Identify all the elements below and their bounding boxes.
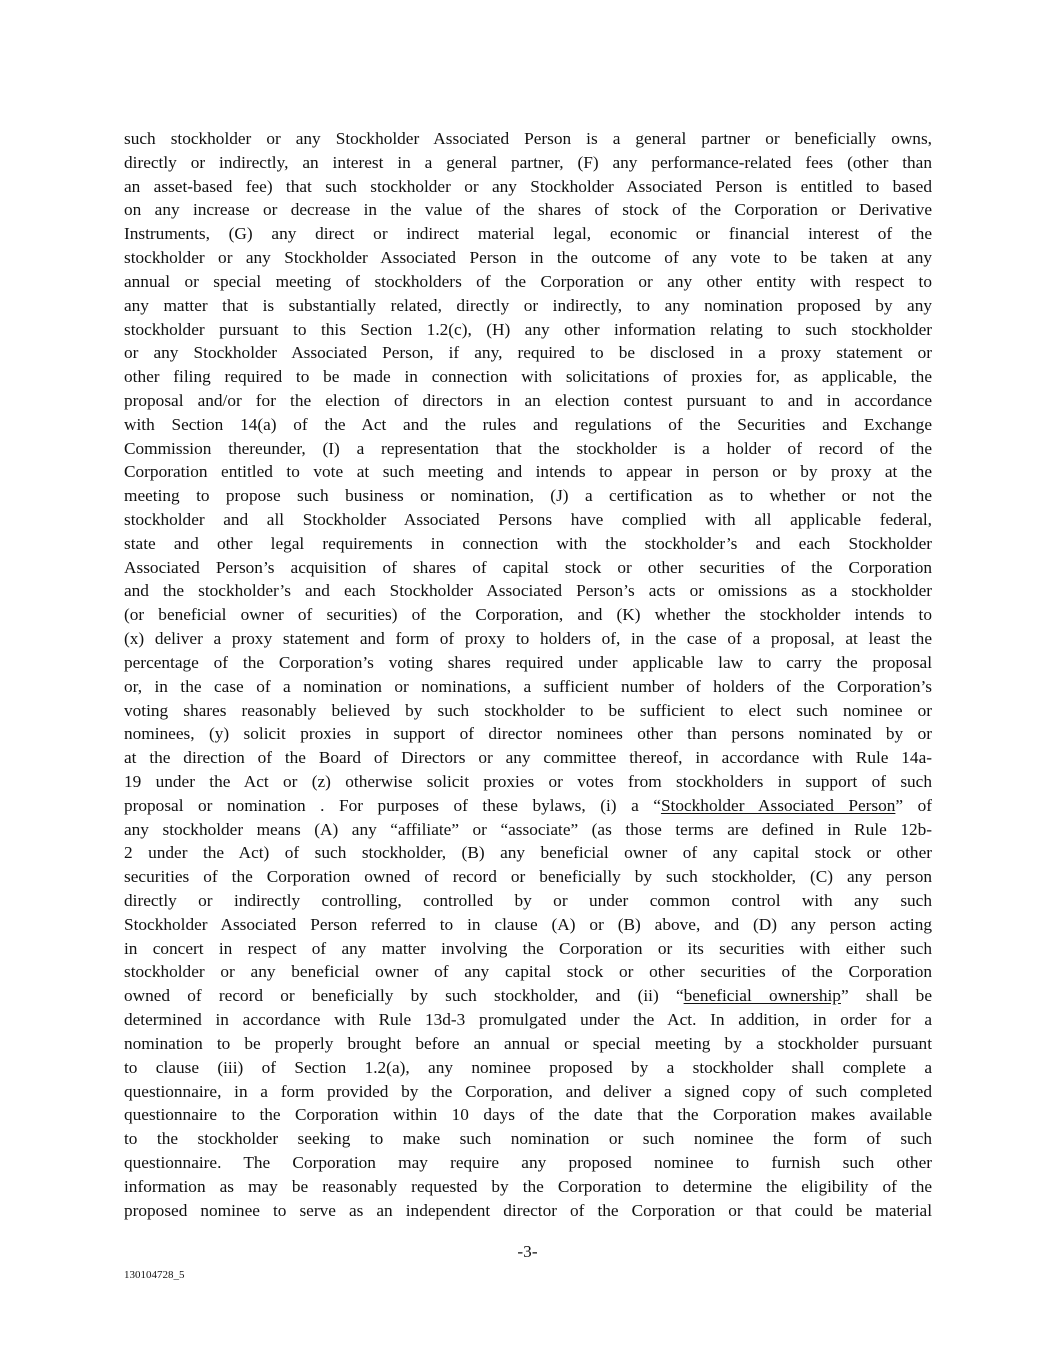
text-line: (or beneficial owner of securities) of the Corporation, and (K) whether the stockholder intends to: [124, 605, 932, 625]
text-line-defined-term: [124, 984, 932, 1008]
text-line: determined in accordance with Rule 13d-3 promulgated under the Act. In addition, in order for a: [124, 1010, 932, 1030]
defined-term-stockholder-associated-person: Stockholder Associated Person: [660, 795, 896, 815]
text-line: stockholder or any beneficial owner of any capital stock or other securities of the Corporation: [124, 962, 932, 982]
text-line: any stockholder means (A) any “affiliate” or “associate” (as those terms are defined in Rule 12b-: [124, 819, 932, 839]
text-line: Instruments, (G) any direct or indirect material legal, economic or financial interest of the: [124, 224, 932, 244]
text-line: such stockholder or any Stockholder Associated Person is a general partner or beneficially owns,: [124, 129, 932, 148]
text-line: 2 under the Act) of such stockholder, (B) any beneficial owner of any capital stock or other: [124, 843, 932, 863]
text-line: (x) deliver a proxy statement and form of proxy to holders of, in the case of a proposal, at least the: [124, 629, 932, 649]
text-line: voting shares reasonably believed by such stockholder to be sufficient to elect such nominee or: [124, 700, 932, 720]
text-segment: proposal or nomination . For purposes of these bylaws, (i) a “: [124, 795, 661, 815]
text-segment: owned of record or beneficially by such stockholder, and (ii) “: [124, 986, 684, 1006]
page-number: -3-: [517, 1242, 538, 1261]
text-line: an asset-based fee) that such stockholder or any Stockholder Associated Person is entitled to based: [124, 176, 932, 196]
text-line: Stockholder Associated Person referred to in clause (A) or (B) above, and (D) any person acting: [124, 914, 932, 934]
text-line: directly or indirectly controlling, controlled by or under common control with any such: [124, 891, 932, 910]
text-line: Associated Person’s acquisition of shares of capital stock or other securities of the Corporation: [124, 557, 932, 577]
text-line: questionnaire. The Corporation may require any proposed nominee to furnish such other: [124, 1152, 932, 1172]
text-line: annual or special meeting of stockholders of the Corporation or any other entity with respect to: [124, 271, 932, 291]
text-line: Commission thereunder, (I) a representation that the stockholder is a holder of record of the: [124, 438, 932, 458]
text-line: proposed nominee to serve as an independent director of the Corporation or that could be material: [124, 1200, 932, 1220]
text-line: nomination to be properly brought before an annual or special meeting by a stockholder pursuant: [124, 1033, 932, 1053]
text-line: nominees, (y) solicit proxies in support of director nominees other than persons nominated by or: [124, 724, 932, 744]
text-line: or, in the case of a nomination or nominations, a sufficient number of holders of the Corporation’s: [124, 676, 932, 696]
text-line: proposal and/or for the election of directors in an election contest pursuant to and in accordance: [124, 390, 932, 410]
text-line: information as may be reasonably requested by the Corporation to determine the eligibility of the: [124, 1176, 932, 1196]
text-line: directly or indirectly, an interest in a general partner, (F) any performance-related fees (other than: [124, 152, 932, 172]
text-line: stockholder and all Stockholder Associated Persons have complied with all applicable federal,: [124, 510, 932, 529]
text-segment: ” of: [895, 795, 932, 815]
text-line: stockholder or any Stockholder Associated Person in the outcome of any vote to be taken at any: [124, 248, 932, 268]
body-text: [124, 127, 932, 1222]
text-line: in concert in respect of any matter involving the Corporation or its securities with either such: [124, 938, 932, 958]
document-id: 130104728_5: [124, 1269, 185, 1281]
text-line: or any Stockholder Associated Person, if any, required to be disclosed in a proxy statement or: [124, 343, 932, 363]
text-line: to clause (iii) of Section 1.2(a), any nominee proposed by a stockholder shall complete a: [124, 1057, 932, 1077]
text-line: meeting to propose such business or nomination, (J) a certification as to whether or not the: [124, 486, 932, 506]
text-line: Corporation entitled to vote at such meeting and intends to appear in person or by proxy at the: [124, 462, 932, 482]
text-line: any matter that is substantially related, directly or indirectly, to any nomination proposed by any: [124, 295, 932, 315]
text-line: questionnaire, in a form provided by the Corporation, and deliver a signed copy of such completed: [124, 1081, 932, 1101]
text-line: questionnaire to the Corporation within 10 days of the date that the Corporation makes available: [124, 1105, 932, 1125]
text-line: other filing required to be made in connection with solicitations of proxies for, as applicable, the: [124, 367, 932, 387]
text-line: state and other legal requirements in connection with the stockholder’s and each Stockholder: [124, 533, 932, 553]
defined-term-beneficial-ownership: beneficial ownership: [683, 986, 841, 1006]
text-line-defined-term: [124, 794, 932, 818]
text-line: 19 under the Act or (z) otherwise solicit proxies or votes from stockholders in support of such: [124, 771, 932, 791]
text-line: and the stockholder’s and each Stockholder Associated Person’s acts or omissions as a stockholder: [124, 581, 932, 601]
text-segment: ” shall be: [840, 986, 932, 1006]
text-line: with Section 14(a) of the Act and the rules and regulations of the Securities and Exchange: [124, 414, 932, 434]
text-line: stockholder pursuant to this Section 1.2(c), (H) any other information relating to such stockholder: [124, 319, 932, 339]
text-line: on any increase or decrease in the value of the shares of stock of the Corporation or Derivative: [124, 200, 932, 220]
text-line: securities of the Corporation owned of record or beneficially by such stockholder, (C) any person: [124, 867, 932, 887]
text-line: percentage of the Corporation’s voting shares required under applicable law to carry the proposal: [124, 652, 932, 672]
text-line: to the stockholder seeking to make such nomination or such nominee the form of such: [124, 1129, 932, 1149]
text-line: at the direction of the Board of Directors or any committee thereof, in accordance with Rule 14a-: [124, 748, 932, 768]
